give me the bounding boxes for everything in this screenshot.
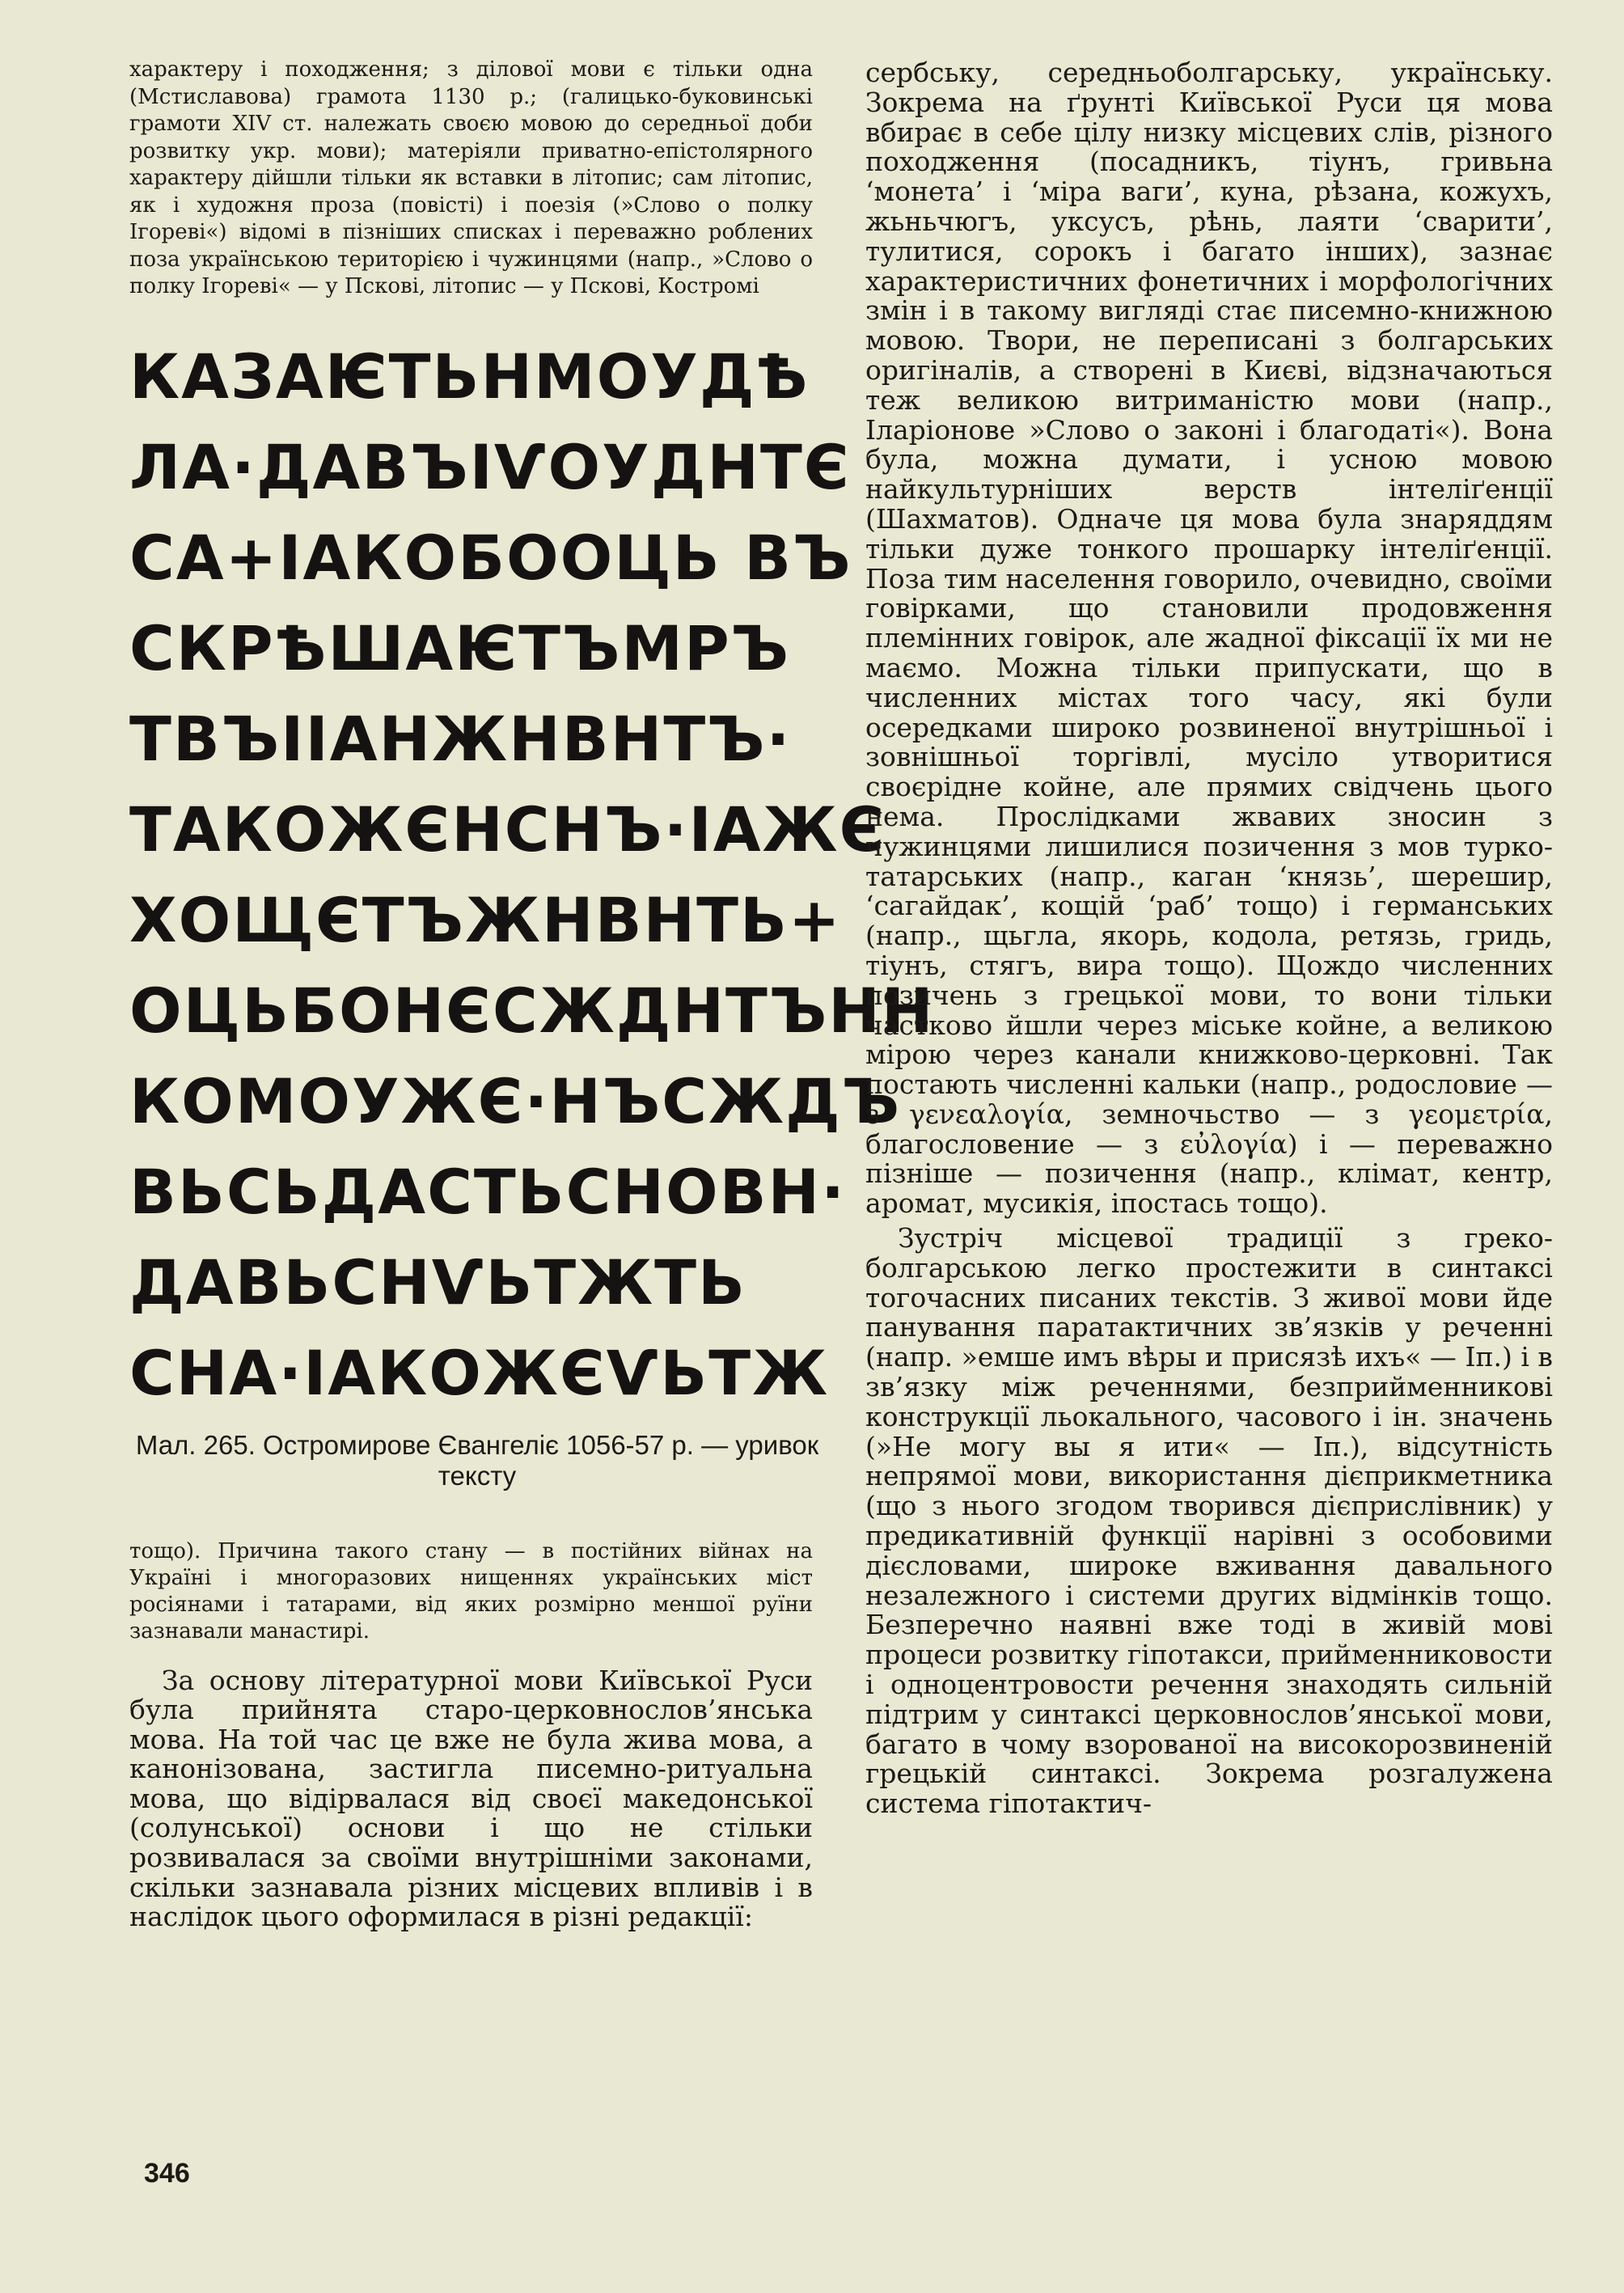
left-after-caption-paragraph: тощо). Причина такого стану — в постійних війнах на Україні і многоразових нищеннях українських міст росіянами і татарами, від яких розмірно меншої руїни зазнавали манастирі. (129, 1538, 813, 1644)
page-number: 346 (144, 2158, 190, 2189)
manuscript-line: КАЗАѤТЬНМОУДѢ (129, 340, 810, 412)
left-column (129, 57, 935, 1933)
figure-caption: Мал. 265. Остромирове Євангеліє 1056-57 р. — уривок тексту (135, 1429, 819, 1491)
left-main-paragraph: За основу літературної мови Київської Руси була прийнята старо-церковнослов’янська мова. На той час це вже не була жива мова, а канонізована, застигла писемно-ритуальна мова, що відірвалася від своєї македонської (солунської) основи і що не стільки розвивалася за своїми внутрішніми законами, скільки зазнавала різних місцевих впливів і в наслідок цього оформилася в різні редакції: (129, 1664, 813, 1933)
manuscript-line: ТАКОЖЄНСНЪ·ІАЖЄ (129, 793, 886, 865)
manuscript-line: СНА·ІАКОЖЄѴЬТЖ (129, 1336, 830, 1409)
manuscript-line: СА+ІАКОБООЦЬ ВЪ (129, 521, 852, 594)
left-top-paragraph: характеру і походження; з ділової мови є тільки одна (Мстиславова) грамота 1130 р.; (галицько-буковинські грамоти XIV ст. належать своєю мовою до середньої доби розвитку укр. мови); матеріяли приватно-епістолярного характеру дійшли тільки як вставки в літопис; сам літопис, як і художня проза (повісті) і поезія (»Слово о полку Ігореві«) відомі в пізніших списках і переважно роблених поза українською територією і чужинцями (напр., »Слово о полку Ігореві« — у Пскові, літопис — у Пскові, Костромі (129, 57, 813, 298)
right-paragraph-1: сербську, середньоболгарську, українську. Зокрема на ґрунті Київської Руси ця мова вбирає в себе цілу низку місцевих слів, різного походження (посадникъ, тіунъ, гривьна ‘монета’ і ‘міра ваги’, куна, рѣзана, кожухъ, жьньчюгъ, уксусъ, рѣнь, лаяти ‘сварити’, тулитися, сорокъ і багато інших), зазнає характеристичних фонетичних і морфологічних змін і в такому вигляді стає писемно-книжною мовою. Твори, не переписані з болгарських оригіналів, а створені в Києві, відзначаються теж великою витриманістю мови (напр., Іларіонове »Слово о законі і благодаті«). Вона була, можна думати, і усною мовою найкультурніших верств інтеліґенції (Шахматов). Одначе ця мова була знаряддям тільки дуже тонкого прошарку інтеліґенції. Поза тим населення говорило, очевидно, своїми говірками, що становили продовження племінних говірок, але жадної фіксації їх ми не маємо. Можна тільки припускати, що в численних містах того часу, які були осередками широко розвиненої внутрішньої і зовнішньої торгівлі, мусіло утворитися своєрідне койне, але прямих свідчень цього нема. Прослідками жвавих зносин з чужинцями лишилися позичення з мов турко-татарських (напр., каган ‘князь’, шерешир, ‘сагайдак’, кощій ‘раб’ тощо) і германських (напр., щьгла, якорь, кодола, ретязь, гридь, тіунъ, стягъ, вира тощо). Щождо численних позичень з грецької мови, то вони тільки частково йшли через міське койне, а великою мірою через канали книжково-церковні. Так постають численні кальки (напр., родословие — з γενεαλογία, земночьство — з γεομετρία, благословение — з εὐλογία) і — переважно пізніше — позичення (напр., клімат, кентр, аромат, мусикія, іпостась тощо). (865, 57, 1553, 1220)
manuscript-line: ХОЩЄТЪЖНВНТЬ+ (129, 883, 842, 956)
right-paragraph-2: Зустріч місцевої традиції з греко-болгарською легко простежити в синтаксі тогочасних писаних текстів. З живої мови йде панування паратактичних зв’язків у реченні (напр. »емше имъ вѣры и присязѣ ихъ« — Іп.) і в зв’язку між реченнями, безприйменникові конструкції льокального, часового і ін. значень (»Не могу вы я ити« — Іп.), відсутність непрямої мови, використання дієприкметника (що з нього згодом творився дієприслівник) у предикативній функції нарівні з особовими дієсловами, широке вживання давального незалежного і системи других відмінків тощо. Безперечно наявні вже тоді в живій мові процеси розвитку гіпотакси, прийменниковости і одноцентровости речення знаходять сильній підтрим у синтаксі церковнослов’янської мови, багато в чому взорованої на високорозвиненій грецькій синтаксі. Зокрема розгалужена система гіпотактич- (865, 1222, 1553, 1820)
manuscript-illustration (129, 332, 935, 1419)
manuscript-line: СКРѢШАѤТЪМРЪ (129, 611, 791, 684)
manuscript-line: КОМОУЖЄ·НЪСЖДЪ (129, 1064, 902, 1137)
manuscript-line: ЛА·ДАВЪІѴОУДНТЄ (129, 430, 851, 503)
manuscript-line: ВЬСЬДАСТЬСНОВН· (129, 1155, 847, 1228)
manuscript-line: ТВЪІІАНЖНВНТЪ· (129, 702, 792, 775)
right-column (865, 58, 1553, 1819)
manuscript-line: ДАВЬСНѴЬТЖТЬ (129, 1246, 746, 1318)
manuscript-line: ОЦЬБОНЄСЖДНТЪНН (129, 974, 935, 1047)
